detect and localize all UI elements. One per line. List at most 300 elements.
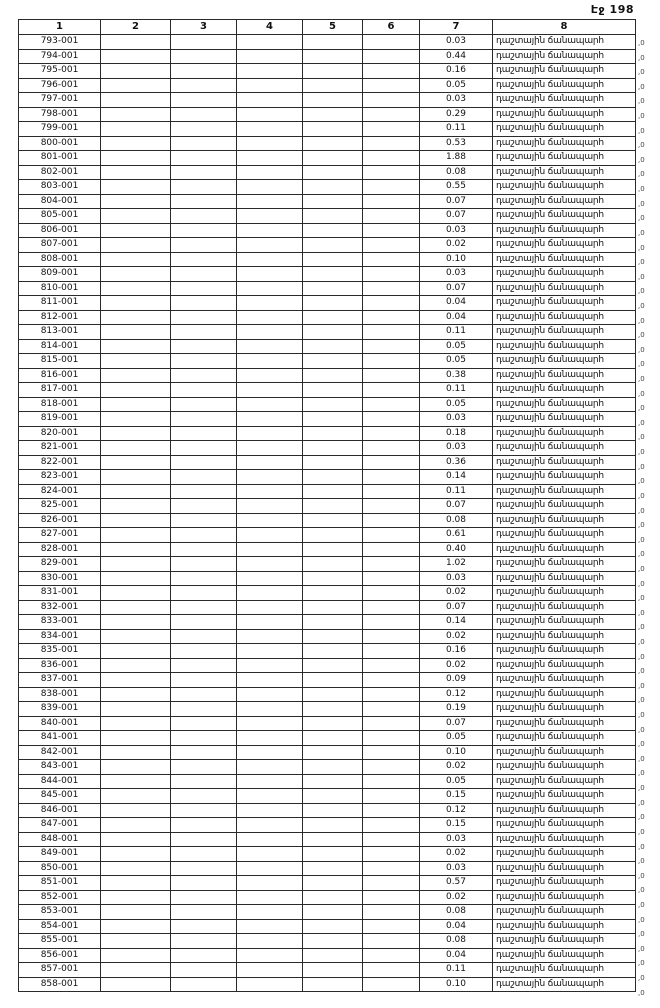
margin-mark: ,0 <box>638 331 645 340</box>
cell-description: դաշտային ճանապարհ <box>493 644 636 659</box>
cell-parcel-id: 793-001 <box>19 35 101 50</box>
table-row <box>19 557 636 572</box>
cell-col6 <box>363 847 420 862</box>
cell-description: դաշտային ճանապարհ <box>493 557 636 572</box>
margin-mark: ,0 <box>638 97 645 106</box>
cell-col2 <box>101 223 171 238</box>
cell-col5 <box>303 35 363 50</box>
cell-col2 <box>101 673 171 688</box>
cell-area-value: 0.05 <box>420 774 493 789</box>
cell-col2 <box>101 963 171 978</box>
cell-area-value: 0.05 <box>420 731 493 746</box>
cell-col4 <box>237 49 303 64</box>
margin-mark: ,0 <box>638 404 645 413</box>
margin-mark: ,0 <box>638 68 645 77</box>
cell-col2 <box>101 165 171 180</box>
cell-parcel-id: 833-001 <box>19 615 101 630</box>
cell-col4 <box>237 673 303 688</box>
cell-col3 <box>171 513 237 528</box>
table-row <box>19 818 636 833</box>
table-row <box>19 252 636 267</box>
cell-parcel-id: 849-001 <box>19 847 101 862</box>
cell-col3 <box>171 876 237 891</box>
cell-col5 <box>303 977 363 992</box>
cell-col2 <box>101 702 171 717</box>
cell-parcel-id: 853-001 <box>19 905 101 920</box>
table-row <box>19 571 636 586</box>
cell-col6 <box>363 731 420 746</box>
cell-area-value: 0.14 <box>420 470 493 485</box>
cell-description: դաշտային ճանապարհ <box>493 78 636 93</box>
margin-mark: ,0 <box>638 39 645 47</box>
cell-col2 <box>101 890 171 905</box>
cell-area-value: 1.88 <box>420 151 493 166</box>
column-header: 7 <box>420 20 493 35</box>
cell-col4 <box>237 644 303 659</box>
cell-col6 <box>363 310 420 325</box>
cell-col2 <box>101 687 171 702</box>
cell-col6 <box>363 165 420 180</box>
cell-col4 <box>237 368 303 383</box>
cell-col2 <box>101 412 171 427</box>
cell-area-value: 0.11 <box>420 484 493 499</box>
cell-col4 <box>237 528 303 543</box>
cell-col3 <box>171 383 237 398</box>
cell-col3 <box>171 252 237 267</box>
margin-mark: ,0 <box>638 608 645 617</box>
cell-col3 <box>171 441 237 456</box>
cell-col5 <box>303 426 363 441</box>
cell-col6 <box>363 789 420 804</box>
cell-col2 <box>101 542 171 557</box>
cell-col6 <box>363 151 420 166</box>
cell-description: դաշտային ճանապարհ <box>493 339 636 354</box>
cell-col6 <box>363 716 420 731</box>
cell-parcel-id: 807-001 <box>19 238 101 253</box>
margin-mark: ,0 <box>638 491 645 500</box>
cell-col5 <box>303 615 363 630</box>
cell-col4 <box>237 963 303 978</box>
cell-col6 <box>363 426 420 441</box>
table-row <box>19 383 636 398</box>
cell-col3 <box>171 716 237 731</box>
cell-col4 <box>237 78 303 93</box>
table-row <box>19 745 636 760</box>
cell-col2 <box>101 281 171 296</box>
cell-col3 <box>171 281 237 296</box>
cell-col5 <box>303 209 363 224</box>
cell-area-value: 0.16 <box>420 644 493 659</box>
page-number-label: Էջ 198 <box>590 3 634 16</box>
cell-col5 <box>303 267 363 282</box>
cell-col2 <box>101 774 171 789</box>
cell-col2 <box>101 919 171 934</box>
cell-col6 <box>363 397 420 412</box>
cell-col3 <box>171 426 237 441</box>
table-row <box>19 803 636 818</box>
table-row <box>19 368 636 383</box>
cell-col4 <box>237 122 303 137</box>
cell-col6 <box>363 673 420 688</box>
cell-col2 <box>101 78 171 93</box>
cell-col3 <box>171 615 237 630</box>
cell-description: դաշտային ճանապարհ <box>493 499 636 514</box>
column-header: 8 <box>493 20 636 35</box>
cell-area-value: 0.03 <box>420 441 493 456</box>
cell-col4 <box>237 252 303 267</box>
cell-area-value: 0.07 <box>420 716 493 731</box>
cell-col6 <box>363 861 420 876</box>
table-row <box>19 644 636 659</box>
table-row <box>19 151 636 166</box>
column-header: 6 <box>363 20 420 35</box>
cell-col5 <box>303 905 363 920</box>
cell-col2 <box>101 977 171 992</box>
cell-col2 <box>101 368 171 383</box>
cell-description: դաշտային ճանապարհ <box>493 209 636 224</box>
cell-area-value: 0.11 <box>420 963 493 978</box>
cell-col5 <box>303 542 363 557</box>
cell-col5 <box>303 354 363 369</box>
cell-description: դաշտային ճանապարհ <box>493 890 636 905</box>
cell-col2 <box>101 397 171 412</box>
cell-col5 <box>303 368 363 383</box>
cell-area-value: 0.02 <box>420 658 493 673</box>
cell-col4 <box>237 948 303 963</box>
margin-mark: ,0 <box>638 769 645 778</box>
margin-mark: ,0 <box>638 915 645 924</box>
cell-col5 <box>303 383 363 398</box>
cell-col6 <box>363 354 420 369</box>
cell-parcel-id: 829-001 <box>19 557 101 572</box>
cell-col4 <box>237 571 303 586</box>
cell-col2 <box>101 93 171 108</box>
cell-col6 <box>363 281 420 296</box>
cell-col5 <box>303 281 363 296</box>
margin-mark: ,0 <box>638 974 645 982</box>
margin-mark: ,0 <box>638 564 645 573</box>
cell-col5 <box>303 948 363 963</box>
cell-col6 <box>363 702 420 717</box>
cell-col3 <box>171 49 237 64</box>
margin-mark: ,0 <box>638 521 645 530</box>
cell-description: դաշտային ճանապարհ <box>493 238 636 253</box>
cell-col3 <box>171 455 237 470</box>
cell-col2 <box>101 267 171 282</box>
table-row <box>19 847 636 862</box>
cell-parcel-id: 846-001 <box>19 803 101 818</box>
cell-description: դաշտային ճանապարհ <box>493 296 636 311</box>
cell-parcel-id: 854-001 <box>19 919 101 934</box>
cell-col6 <box>363 93 420 108</box>
cell-area-value: 0.38 <box>420 368 493 383</box>
cell-col3 <box>171 499 237 514</box>
cell-col3 <box>171 107 237 122</box>
margin-mark: ,0 <box>638 214 645 223</box>
cell-description: դաշտային ճանապարհ <box>493 542 636 557</box>
cell-col5 <box>303 339 363 354</box>
margin-mark: ,0 <box>638 784 645 793</box>
cell-parcel-id: 828-001 <box>19 542 101 557</box>
cell-parcel-id: 798-001 <box>19 107 101 122</box>
margin-mark: ,0 <box>638 813 645 822</box>
cell-description: դաշտային ճանապարհ <box>493 586 636 601</box>
cell-col4 <box>237 35 303 50</box>
cell-col4 <box>237 354 303 369</box>
cell-area-value: 0.14 <box>420 615 493 630</box>
cell-col3 <box>171 702 237 717</box>
cell-col5 <box>303 136 363 151</box>
table-row <box>19 528 636 543</box>
cell-col6 <box>363 687 420 702</box>
cell-col6 <box>363 122 420 137</box>
cell-col5 <box>303 310 363 325</box>
cell-col6 <box>363 818 420 833</box>
cell-parcel-id: 821-001 <box>19 441 101 456</box>
margin-mark: ,0 <box>638 82 645 91</box>
cell-col2 <box>101 64 171 79</box>
cell-col5 <box>303 528 363 543</box>
cell-description: դաշտային ճանապարհ <box>493 658 636 673</box>
cell-col5 <box>303 49 363 64</box>
cell-description: դաշտային ճանապարհ <box>493 629 636 644</box>
cell-area-value: 0.03 <box>420 93 493 108</box>
cell-col3 <box>171 644 237 659</box>
cell-parcel-id: 796-001 <box>19 78 101 93</box>
cell-col3 <box>171 687 237 702</box>
margin-mark: ,0 <box>638 301 645 310</box>
cell-area-value: 0.61 <box>420 528 493 543</box>
cell-col4 <box>237 789 303 804</box>
cell-col3 <box>171 484 237 499</box>
cell-col2 <box>101 180 171 195</box>
cell-parcel-id: 850-001 <box>19 861 101 876</box>
cell-area-value: 0.29 <box>420 107 493 122</box>
cell-area-value: 0.05 <box>420 339 493 354</box>
cell-col4 <box>237 397 303 412</box>
cell-area-value: 0.12 <box>420 687 493 702</box>
cell-col5 <box>303 716 363 731</box>
cell-col3 <box>171 890 237 905</box>
cell-col2 <box>101 35 171 50</box>
cell-area-value: 0.15 <box>420 789 493 804</box>
cell-col5 <box>303 484 363 499</box>
cell-col4 <box>237 702 303 717</box>
column-header: 2 <box>101 20 171 35</box>
cell-col3 <box>171 789 237 804</box>
cell-col5 <box>303 745 363 760</box>
cell-description: դաշտային ճանապարհ <box>493 136 636 151</box>
cell-col4 <box>237 615 303 630</box>
cell-col2 <box>101 861 171 876</box>
cell-parcel-id: 858-001 <box>19 977 101 992</box>
margin-mark: ,0 <box>638 842 645 851</box>
margin-mark: ,0 <box>638 199 645 208</box>
cell-area-value: 0.03 <box>420 412 493 427</box>
cell-area-value: 0.02 <box>420 586 493 601</box>
cell-description: դաշտային ճանապարհ <box>493 354 636 369</box>
cell-col4 <box>237 905 303 920</box>
cell-description: դաշտային ճանապարհ <box>493 484 636 499</box>
cell-col6 <box>363 528 420 543</box>
cell-col4 <box>237 890 303 905</box>
cell-area-value: 0.04 <box>420 296 493 311</box>
cell-description: դաշտային ճանապարհ <box>493 673 636 688</box>
cell-col4 <box>237 267 303 282</box>
table-body <box>19 35 636 992</box>
cell-parcel-id: 803-001 <box>19 180 101 195</box>
cell-description: դաշտային ճանապարհ <box>493 325 636 340</box>
cell-col3 <box>171 586 237 601</box>
cell-col5 <box>303 78 363 93</box>
cell-parcel-id: 824-001 <box>19 484 101 499</box>
cell-parcel-id: 841-001 <box>19 731 101 746</box>
cell-col6 <box>363 600 420 615</box>
cell-col4 <box>237 339 303 354</box>
cell-area-value: 0.16 <box>420 64 493 79</box>
cell-col3 <box>171 977 237 992</box>
cell-description: դաշտային ճանապարհ <box>493 93 636 108</box>
cell-area-value: 0.03 <box>420 223 493 238</box>
cell-area-value: 0.05 <box>420 354 493 369</box>
cell-area-value: 0.05 <box>420 397 493 412</box>
cell-description: դաշտային ճանապարհ <box>493 441 636 456</box>
cell-area-value: 0.44 <box>420 49 493 64</box>
cell-col4 <box>237 455 303 470</box>
cell-col3 <box>171 557 237 572</box>
cell-col3 <box>171 934 237 949</box>
table-row <box>19 513 636 528</box>
table-row <box>19 310 636 325</box>
cell-col4 <box>237 658 303 673</box>
cell-parcel-id: 855-001 <box>19 934 101 949</box>
cell-col5 <box>303 963 363 978</box>
table-row <box>19 876 636 891</box>
cell-col6 <box>363 948 420 963</box>
cell-parcel-id: 818-001 <box>19 397 101 412</box>
cell-col2 <box>101 629 171 644</box>
cell-col6 <box>363 542 420 557</box>
margin-mark: ,0 <box>638 754 645 763</box>
cell-col2 <box>101 209 171 224</box>
cell-parcel-id: 851-001 <box>19 876 101 891</box>
cell-parcel-id: 856-001 <box>19 948 101 963</box>
cell-description: դաշտային ճանապարհ <box>493 528 636 543</box>
cell-col4 <box>237 542 303 557</box>
cell-col2 <box>101 528 171 543</box>
cell-description: դաշտային ճանապարհ <box>493 151 636 166</box>
cell-col5 <box>303 644 363 659</box>
cell-area-value: 0.07 <box>420 499 493 514</box>
cell-col2 <box>101 847 171 862</box>
cell-col2 <box>101 151 171 166</box>
cell-col5 <box>303 441 363 456</box>
cell-description: դաշտային ճանապարհ <box>493 310 636 325</box>
cell-description: դաշտային ճանապարհ <box>493 600 636 615</box>
table-row <box>19 136 636 151</box>
cell-col5 <box>303 455 363 470</box>
cell-area-value: 0.03 <box>420 35 493 50</box>
cell-area-value: 0.02 <box>420 890 493 905</box>
cell-col4 <box>237 64 303 79</box>
margin-mark: ,0 <box>638 345 645 354</box>
table-row <box>19 107 636 122</box>
cell-description: դաշտային ճանապարհ <box>493 948 636 963</box>
margin-mark: ,0 <box>638 857 645 866</box>
cell-parcel-id: 832-001 <box>19 600 101 615</box>
cell-col6 <box>363 180 420 195</box>
table-row <box>19 64 636 79</box>
cell-parcel-id: 794-001 <box>19 49 101 64</box>
cell-col6 <box>363 963 420 978</box>
cell-parcel-id: 810-001 <box>19 281 101 296</box>
cell-col6 <box>363 615 420 630</box>
cell-col5 <box>303 499 363 514</box>
cell-col3 <box>171 774 237 789</box>
table-row <box>19 194 636 209</box>
cell-col4 <box>237 194 303 209</box>
cell-col5 <box>303 673 363 688</box>
cell-col6 <box>363 35 420 50</box>
cell-col4 <box>237 876 303 891</box>
cell-col3 <box>171 194 237 209</box>
cell-col4 <box>237 281 303 296</box>
cell-area-value: 0.11 <box>420 122 493 137</box>
cell-col2 <box>101 745 171 760</box>
cell-col2 <box>101 122 171 137</box>
cell-parcel-id: 800-001 <box>19 136 101 151</box>
cell-area-value: 0.11 <box>420 325 493 340</box>
cell-col4 <box>237 296 303 311</box>
cell-parcel-id: 830-001 <box>19 571 101 586</box>
cell-col6 <box>363 934 420 949</box>
cell-col2 <box>101 789 171 804</box>
cell-area-value: 0.09 <box>420 673 493 688</box>
cell-col2 <box>101 252 171 267</box>
margin-mark: ,0 <box>638 53 645 62</box>
margin-mark: ,0 <box>638 418 645 427</box>
cell-col4 <box>237 93 303 108</box>
cell-col3 <box>171 832 237 847</box>
cell-col5 <box>303 151 363 166</box>
cell-col2 <box>101 731 171 746</box>
cell-parcel-id: 813-001 <box>19 325 101 340</box>
table-row <box>19 281 636 296</box>
cell-col3 <box>171 310 237 325</box>
cell-area-value: 0.10 <box>420 252 493 267</box>
cell-parcel-id: 831-001 <box>19 586 101 601</box>
cell-col6 <box>363 499 420 514</box>
cell-col2 <box>101 339 171 354</box>
cell-col6 <box>363 629 420 644</box>
cell-area-value: 0.07 <box>420 600 493 615</box>
table-row <box>19 78 636 93</box>
cell-parcel-id: 816-001 <box>19 368 101 383</box>
margin-mark: ,0 <box>638 798 645 807</box>
cell-col3 <box>171 470 237 485</box>
margin-mark: ,0 <box>638 550 645 559</box>
cell-col5 <box>303 122 363 137</box>
table-row <box>19 629 636 644</box>
column-header: 3 <box>171 20 237 35</box>
cell-col4 <box>237 586 303 601</box>
cell-col4 <box>237 513 303 528</box>
cell-col6 <box>363 49 420 64</box>
cell-col2 <box>101 484 171 499</box>
cell-description: դաշտային ճանապարհ <box>493 774 636 789</box>
header-row <box>19 20 636 35</box>
margin-mark: ,0 <box>638 652 645 661</box>
